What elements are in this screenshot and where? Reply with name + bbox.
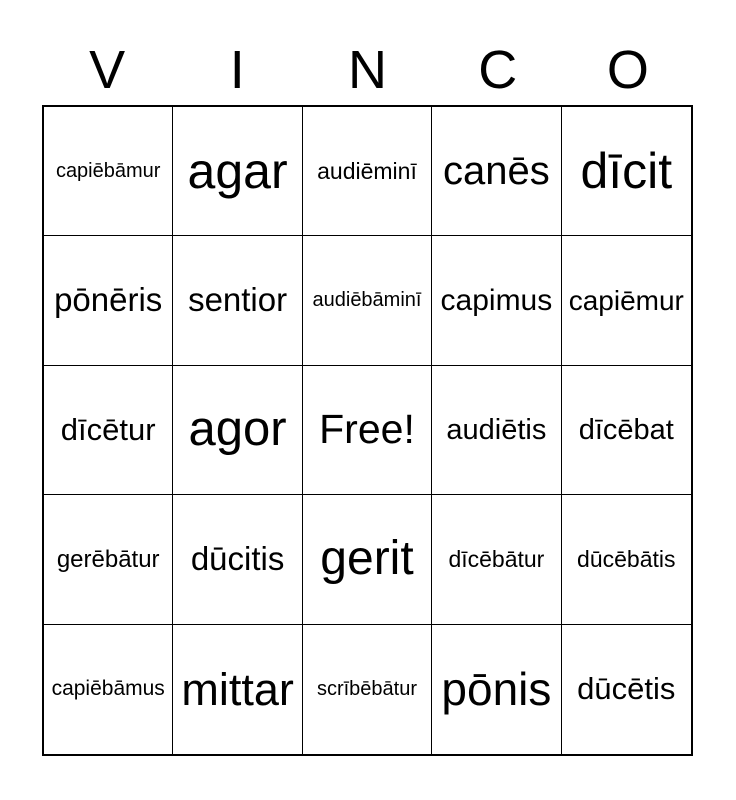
bingo-cell-r5c5[interactable]: dūcētis <box>562 625 691 754</box>
bingo-cell-r3c5[interactable]: dīcēbat <box>562 366 691 495</box>
bingo-grid <box>42 105 693 756</box>
bingo-cell-r2c1[interactable]: pōnēris <box>44 236 173 365</box>
bingo-cell-r4c3[interactable]: gerit <box>303 495 432 624</box>
bingo-cell-r1c5[interactable]: dīcit <box>562 107 691 236</box>
bingo-cell-r4c2[interactable]: dūcitis <box>173 495 302 624</box>
bingo-cell-r1c3[interactable]: audiēminī <box>303 107 432 236</box>
bingo-letter-o: O <box>606 40 649 100</box>
bingo-cell-r1c2[interactable]: agar <box>173 107 302 236</box>
bingo-cell-r5c1[interactable]: capiēbāmus <box>44 625 173 754</box>
bingo-cell-r3c1[interactable]: dīcētur <box>44 366 173 495</box>
bingo-cell-r3c4[interactable]: audiētis <box>432 366 561 495</box>
bingo-letter-n: N <box>348 40 387 100</box>
bingo-cell-r2c3[interactable]: audiēbāminī <box>303 236 432 365</box>
bingo-cell-r4c5[interactable]: dūcēbātis <box>562 495 691 624</box>
bingo-cell-r3c2[interactable]: agor <box>173 366 302 495</box>
bingo-cell-r2c4[interactable]: capimus <box>432 236 561 365</box>
bingo-cell-r1c1[interactable]: capiēbāmur <box>44 107 173 236</box>
bingo-letter-v: V <box>89 40 126 100</box>
bingo-cell-r1c4[interactable]: canēs <box>432 107 561 236</box>
bingo-cell-r4c4[interactable]: dīcēbātur <box>432 495 561 624</box>
free-space-cell[interactable]: Free! <box>303 366 432 495</box>
bingo-letter-c: C <box>478 40 518 100</box>
bingo-cell-r5c2[interactable]: mittar <box>173 625 302 754</box>
bingo-cell-r2c5[interactable]: capiēmur <box>562 236 691 365</box>
bingo-header <box>42 40 693 100</box>
bingo-cell-r2c2[interactable]: sentior <box>173 236 302 365</box>
bingo-letter-i: I <box>229 40 245 100</box>
bingo-cell-r5c3[interactable]: scrībēbātur <box>303 625 432 754</box>
bingo-cell-r5c4[interactable]: pōnis <box>432 625 561 754</box>
bingo-cell-r4c1[interactable]: gerēbātur <box>44 495 173 624</box>
